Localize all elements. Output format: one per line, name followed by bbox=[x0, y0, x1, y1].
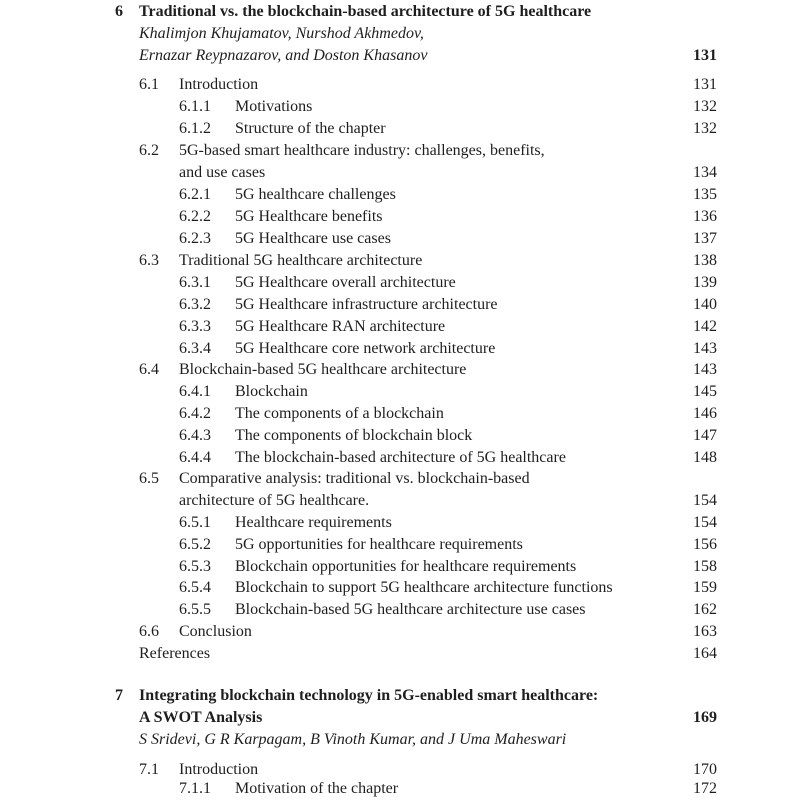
page-number: 132 bbox=[693, 120, 717, 137]
section-title: 5G Healthcare RAN architecture bbox=[235, 318, 446, 335]
toc-entry[interactable] bbox=[0, 556, 800, 578]
section-number: 6.3.3 bbox=[179, 318, 211, 335]
toc-entry[interactable] bbox=[0, 447, 800, 469]
toc-entry[interactable] bbox=[0, 316, 800, 338]
toc-entry[interactable] bbox=[0, 250, 800, 272]
section-number: 6.5.1 bbox=[179, 514, 211, 531]
page-number: 143 bbox=[693, 340, 717, 357]
section-title-continuation: and use cases bbox=[179, 164, 266, 181]
section-title: The components of a blockchain bbox=[235, 405, 444, 422]
chapter-title: Integrating blockchain technology in 5G-enabled smart healthcare: bbox=[139, 687, 599, 704]
section-number: 6.6 bbox=[139, 623, 159, 640]
section-number: 7.1.1 bbox=[179, 780, 211, 797]
page-number: 136 bbox=[693, 208, 717, 225]
section-title: Traditional 5G healthcare architecture bbox=[179, 252, 423, 269]
section-number: 6.2.3 bbox=[179, 230, 211, 247]
section-title: 5G Healthcare benefits bbox=[235, 208, 383, 225]
section-title: Introduction bbox=[179, 761, 259, 778]
section-title: 5G Healthcare use cases bbox=[235, 230, 391, 247]
section-title: Blockchain opportunities for healthcare requirements bbox=[235, 558, 577, 575]
section-number: 6.4.4 bbox=[179, 449, 211, 466]
section-number: 6.5.5 bbox=[179, 601, 211, 618]
toc-entry[interactable] bbox=[0, 621, 800, 643]
page-number: 140 bbox=[693, 296, 717, 313]
page-number: 154 bbox=[693, 514, 717, 531]
section-title: Introduction bbox=[179, 76, 259, 93]
toc-entry[interactable] bbox=[0, 294, 800, 316]
toc-entry[interactable] bbox=[0, 140, 800, 162]
section-number: 6.4.2 bbox=[179, 405, 211, 422]
page-number: 147 bbox=[693, 427, 717, 444]
section-number: 6.3 bbox=[139, 252, 159, 269]
section-title: 5G Healthcare overall architecture bbox=[235, 274, 456, 291]
authors-line: S Sridevi, G R Karpagam, B Vinoth Kumar, and J Uma Maheswari bbox=[139, 731, 567, 748]
page-number: 145 bbox=[693, 383, 717, 400]
section-number: 6.3.1 bbox=[179, 274, 211, 291]
section-number: 6.4 bbox=[139, 361, 159, 378]
chapter-page-number: 131 bbox=[693, 47, 717, 64]
section-title: 5G Healthcare core network architecture bbox=[235, 340, 496, 357]
section-number: 6.5.3 bbox=[179, 558, 211, 575]
section-title: 5G Healthcare infrastructure architecture bbox=[235, 296, 498, 313]
toc-entry-continuation[interactable] bbox=[0, 162, 800, 184]
chapter-number: 6 bbox=[115, 3, 123, 20]
toc-entry[interactable] bbox=[0, 577, 800, 599]
section-title: Conclusion bbox=[179, 623, 252, 640]
toc-entry[interactable] bbox=[0, 778, 800, 800]
section-title: Blockchain-based 5G healthcare architecture bbox=[179, 361, 467, 378]
section-number: 6.1.1 bbox=[179, 98, 211, 115]
toc-entry[interactable] bbox=[0, 425, 800, 447]
section-number: 6.1.2 bbox=[179, 120, 211, 137]
section-title: Blockchain bbox=[235, 383, 308, 400]
chapter-heading bbox=[0, 685, 800, 707]
section-number: 6.4.1 bbox=[179, 383, 211, 400]
section-title: Motivations bbox=[235, 98, 313, 115]
toc-entry[interactable] bbox=[0, 184, 800, 206]
toc-entry[interactable] bbox=[0, 272, 800, 294]
chapter-heading bbox=[0, 1, 800, 23]
section-title: Structure of the chapter bbox=[235, 120, 386, 137]
page-number: 159 bbox=[693, 579, 717, 596]
section-number: 6.5 bbox=[139, 470, 159, 487]
page-number: 143 bbox=[693, 361, 717, 378]
toc-entry[interactable] bbox=[0, 118, 800, 140]
section-title: Blockchain-based 5G healthcare architecture use cases bbox=[235, 601, 586, 618]
section-title: Comparative analysis: traditional vs. blockchain-based bbox=[179, 470, 530, 487]
page-number: 132 bbox=[693, 98, 717, 115]
page-number: 163 bbox=[693, 623, 717, 640]
section-title: References bbox=[139, 645, 211, 662]
toc-entry[interactable] bbox=[0, 359, 800, 381]
chapter-heading bbox=[0, 707, 800, 729]
section-number: 6.2 bbox=[139, 142, 159, 159]
page-number: 131 bbox=[693, 76, 717, 93]
page-number: 134 bbox=[693, 164, 717, 181]
chapter-authors bbox=[0, 23, 800, 45]
page-number: 172 bbox=[693, 780, 717, 797]
page-number: 148 bbox=[693, 449, 717, 466]
page-number: 170 bbox=[693, 761, 717, 778]
section-title-continuation: architecture of 5G healthcare. bbox=[179, 492, 370, 509]
toc-entry-continuation[interactable] bbox=[0, 490, 800, 512]
page-number: 139 bbox=[693, 274, 717, 291]
page-number: 137 bbox=[693, 230, 717, 247]
page-number: 138 bbox=[693, 252, 717, 269]
section-number: 6.5.4 bbox=[179, 579, 211, 596]
section-title: Healthcare requirements bbox=[235, 514, 392, 531]
section-title: 5G-based smart healthcare industry: challenges, benefits, bbox=[179, 142, 545, 159]
section-number: 7.1 bbox=[139, 761, 159, 778]
toc-entry[interactable] bbox=[0, 468, 800, 490]
page-number: 164 bbox=[693, 645, 717, 662]
toc-entry[interactable] bbox=[0, 338, 800, 360]
section-number: 6.4.3 bbox=[179, 427, 211, 444]
page-number: 142 bbox=[693, 318, 717, 335]
chapter-page-number: 169 bbox=[693, 709, 717, 726]
toc-entry[interactable] bbox=[0, 534, 800, 556]
section-title: The components of blockchain block bbox=[235, 427, 473, 444]
page-number: 154 bbox=[693, 492, 717, 509]
section-number: 6.3.2 bbox=[179, 296, 211, 313]
page-number: 135 bbox=[693, 186, 717, 203]
chapter-authors bbox=[0, 729, 800, 751]
section-number: 6.3.4 bbox=[179, 340, 211, 357]
toc-entry[interactable] bbox=[0, 96, 800, 118]
toc-entry[interactable] bbox=[0, 599, 800, 621]
chapter-title-continuation: A SWOT Analysis bbox=[139, 709, 263, 726]
section-number: 6.1 bbox=[139, 76, 159, 93]
page-number: 162 bbox=[693, 601, 717, 618]
section-number: 6.2.1 bbox=[179, 186, 211, 203]
toc-entry[interactable] bbox=[0, 74, 800, 96]
section-title: 5G healthcare challenges bbox=[235, 186, 396, 203]
chapter-authors bbox=[0, 45, 800, 67]
authors-line: Khalimjon Khujamatov, Nurshod Akhmedov, bbox=[139, 25, 424, 42]
page-number: 156 bbox=[693, 536, 717, 553]
toc-entry[interactable] bbox=[0, 381, 800, 403]
chapter-number: 7 bbox=[115, 687, 123, 704]
section-title: Motivation of the chapter bbox=[235, 780, 399, 797]
authors-line: Ernazar Reypnazarov, and Doston Khasanov bbox=[139, 47, 428, 64]
section-title: Blockchain to support 5G healthcare architecture functions bbox=[235, 579, 613, 596]
section-number: 6.2.2 bbox=[179, 208, 211, 225]
section-number: 6.5.2 bbox=[179, 536, 211, 553]
page-number: 158 bbox=[693, 558, 717, 575]
section-title: The blockchain-based architecture of 5G healthcare bbox=[235, 449, 566, 466]
toc-entry[interactable] bbox=[0, 403, 800, 425]
chapter-title: Traditional vs. the blockchain-based architecture of 5G healthcare bbox=[139, 3, 592, 20]
page-number: 146 bbox=[693, 405, 717, 422]
toc-entry[interactable] bbox=[0, 206, 800, 228]
toc-entry-references[interactable] bbox=[0, 643, 800, 665]
section-title: 5G opportunities for healthcare requirements bbox=[235, 536, 523, 553]
toc-entry[interactable] bbox=[0, 512, 800, 534]
toc-entry[interactable] bbox=[0, 228, 800, 250]
